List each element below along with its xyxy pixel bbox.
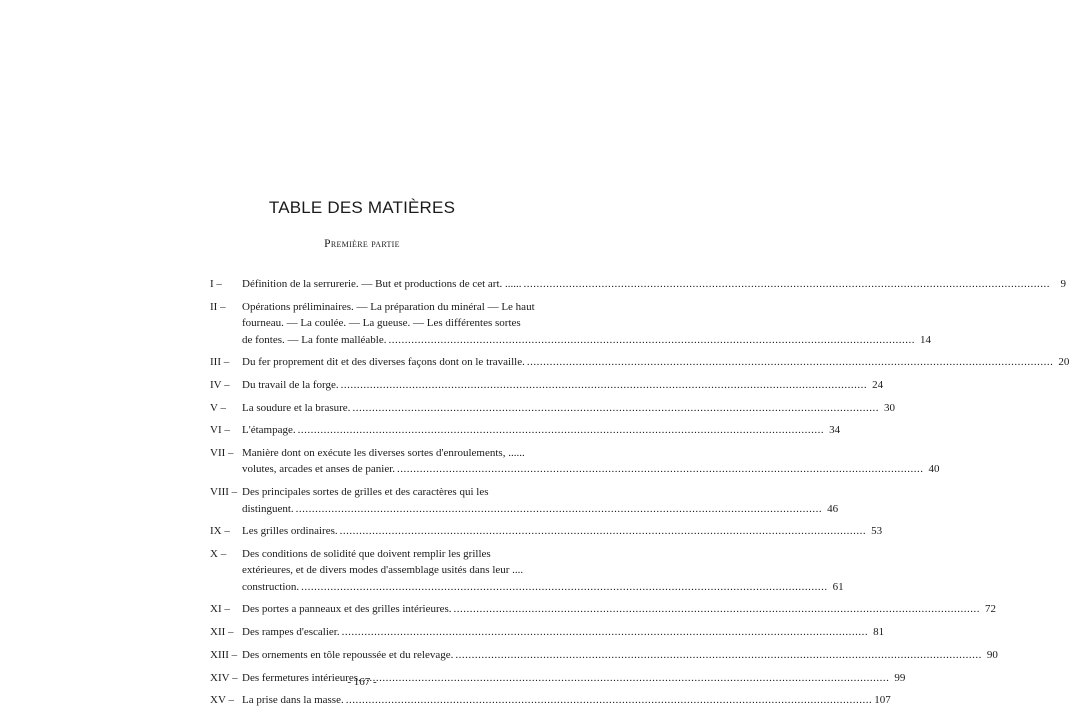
chapter-number: I –	[210, 278, 222, 290]
chapter-title	[242, 445, 940, 478]
page-reference: 107	[874, 694, 891, 707]
chapter-number: IV –	[210, 378, 230, 391]
chapter-title-line: Définition de la serrurerie. — But et productions de cet art. ......	[242, 278, 522, 290]
chapter-title-line: Des portes a panneaux et des grilles intérieures.	[242, 603, 452, 616]
chapter-number: X –	[210, 547, 227, 560]
page-reference: 61	[832, 580, 844, 593]
dot-leader	[301, 579, 828, 595]
chapter-title-last-line	[242, 461, 940, 477]
chapter-title-line: Du travail de la forge.	[242, 378, 339, 391]
toc-entry	[210, 484, 839, 517]
chapter-title-last-line	[242, 354, 1069, 370]
chapter-number: XIV –	[210, 671, 238, 684]
chapter-title-last-line	[242, 501, 838, 517]
chapter-title	[242, 647, 998, 663]
dot-leader	[296, 501, 823, 517]
chapter-title-line: Des fermetures intérieures.	[242, 671, 361, 684]
chapter-title-line: Des principales sortes de grilles et des caractères qui les	[242, 486, 489, 499]
toc-entry	[210, 546, 844, 595]
chapter-title	[242, 624, 884, 640]
page-reference: 99	[894, 671, 906, 684]
table-of-contents	[210, 276, 1069, 715]
chapter-title-line: L'étampage.	[242, 424, 296, 437]
chapter-number: IX –	[210, 525, 230, 538]
chapter-title-last-line	[242, 400, 895, 416]
chapter-number: VIII –	[210, 486, 238, 499]
part-title: Première partie	[324, 238, 400, 250]
chapter-title	[242, 400, 895, 416]
chapter-title	[242, 354, 1069, 370]
chapter-title-line: distinguent.	[242, 502, 294, 515]
chapter-number: III –	[210, 356, 230, 369]
chapter-title-last-line	[242, 377, 883, 393]
page-reference: 30	[883, 401, 895, 414]
chapter-title-line: La prise dans la masse.	[242, 694, 344, 707]
chapter-title	[242, 601, 996, 617]
dot-leader	[352, 400, 879, 416]
chapter-title-line: fourneau. — La coulée. — La gueuse. — Les différentes sortes	[242, 317, 521, 330]
chapter-title	[242, 422, 840, 438]
page-reference: 24	[872, 378, 884, 391]
page-number: - 167 -	[347, 676, 377, 688]
toc-entry	[210, 422, 841, 438]
page-reference: 40	[928, 463, 940, 476]
chapter-title-line: Opérations préliminaires. — La préparation du minéral — Le haut	[242, 300, 535, 313]
chapter-title-line: Des ornements en tôle repoussée et du relevage.	[242, 648, 454, 661]
dot-leader	[342, 624, 869, 640]
toc-entry	[210, 445, 940, 478]
chapter-title	[242, 523, 882, 539]
page-title: TABLE DES MATIÈRES	[268, 198, 456, 217]
toc-entry	[210, 523, 883, 539]
chapter-title	[242, 484, 838, 517]
toc-entry	[210, 601, 997, 617]
chapter-number: XV –	[210, 694, 234, 707]
chapter-title-line: Des rampes d'escalier.	[242, 626, 340, 639]
chapter-title-last-line	[242, 422, 840, 438]
page-reference: 90	[986, 648, 998, 661]
toc-entry	[210, 354, 1069, 370]
dot-leader	[388, 332, 915, 348]
dot-leader	[341, 377, 868, 393]
chapter-title-line: extérieures, et de divers modes d'assemblage usités dans leur ....	[242, 564, 524, 577]
chapter-number: XII –	[210, 626, 234, 639]
chapter-title-last-line	[242, 523, 882, 539]
chapter-title-line: de fontes. — La fonte malléable.	[242, 333, 387, 346]
chapter-number: II –	[210, 300, 226, 313]
chapter-title	[242, 546, 844, 595]
chapter-title	[242, 299, 931, 348]
chapter-title-line: Les grilles ordinaires.	[242, 525, 338, 538]
page-reference: 34	[829, 424, 841, 437]
dot-leader	[397, 461, 924, 477]
chapter-title	[242, 377, 883, 393]
chapter-number: XI –	[210, 603, 230, 616]
page-reference: 14	[919, 333, 931, 346]
chapter-title-last-line	[242, 332, 931, 348]
chapter-title	[242, 692, 891, 708]
dot-leader	[455, 647, 982, 663]
chapter-number: XIII –	[210, 648, 238, 661]
chapter-title-line: volutes, arcades et anses de panier.	[242, 463, 396, 476]
dot-leader	[524, 276, 1051, 292]
dot-leader	[527, 354, 1054, 370]
page-reference: 72	[985, 603, 997, 616]
chapter-title-line: construction.	[242, 580, 300, 593]
chapter-title-line: Du fer proprement dit et des diverses façons dont on le travaille.	[242, 356, 525, 369]
chapter-title-line: La soudure et la brasure.	[242, 401, 351, 414]
chapter-title-last-line	[242, 276, 1066, 292]
dot-leader	[298, 422, 825, 438]
toc-entry	[210, 377, 884, 393]
toc-entry	[210, 624, 885, 640]
page-reference: 20	[1058, 356, 1069, 369]
dot-leader	[454, 601, 981, 617]
chapter-title	[242, 276, 1066, 292]
chapter-number: V –	[210, 401, 226, 414]
chapter-title-last-line	[242, 647, 998, 663]
toc-entry	[210, 647, 998, 663]
toc-entry	[210, 276, 1066, 292]
chapter-number: VII –	[210, 447, 234, 460]
page-reference: 53	[871, 525, 883, 538]
page-reference: 9	[1060, 278, 1066, 290]
page-reference: 81	[873, 626, 885, 639]
toc-entry	[210, 299, 931, 348]
page-reference: 46	[827, 502, 839, 515]
toc-entry	[210, 692, 891, 708]
chapter-number: VI –	[210, 424, 230, 437]
chapter-title-line: Manière dont on exécute les diverses sortes d'enroulements, ......	[242, 447, 525, 460]
toc-entry	[210, 400, 895, 416]
dot-leader	[340, 523, 867, 539]
chapter-title-last-line	[242, 692, 891, 708]
dot-leader	[346, 692, 873, 708]
chapter-title-last-line	[242, 601, 996, 617]
chapter-title-last-line	[242, 624, 884, 640]
chapter-title-last-line	[242, 579, 844, 595]
chapter-title-line: Des conditions de solidité que doivent remplir les grilles	[242, 547, 491, 560]
